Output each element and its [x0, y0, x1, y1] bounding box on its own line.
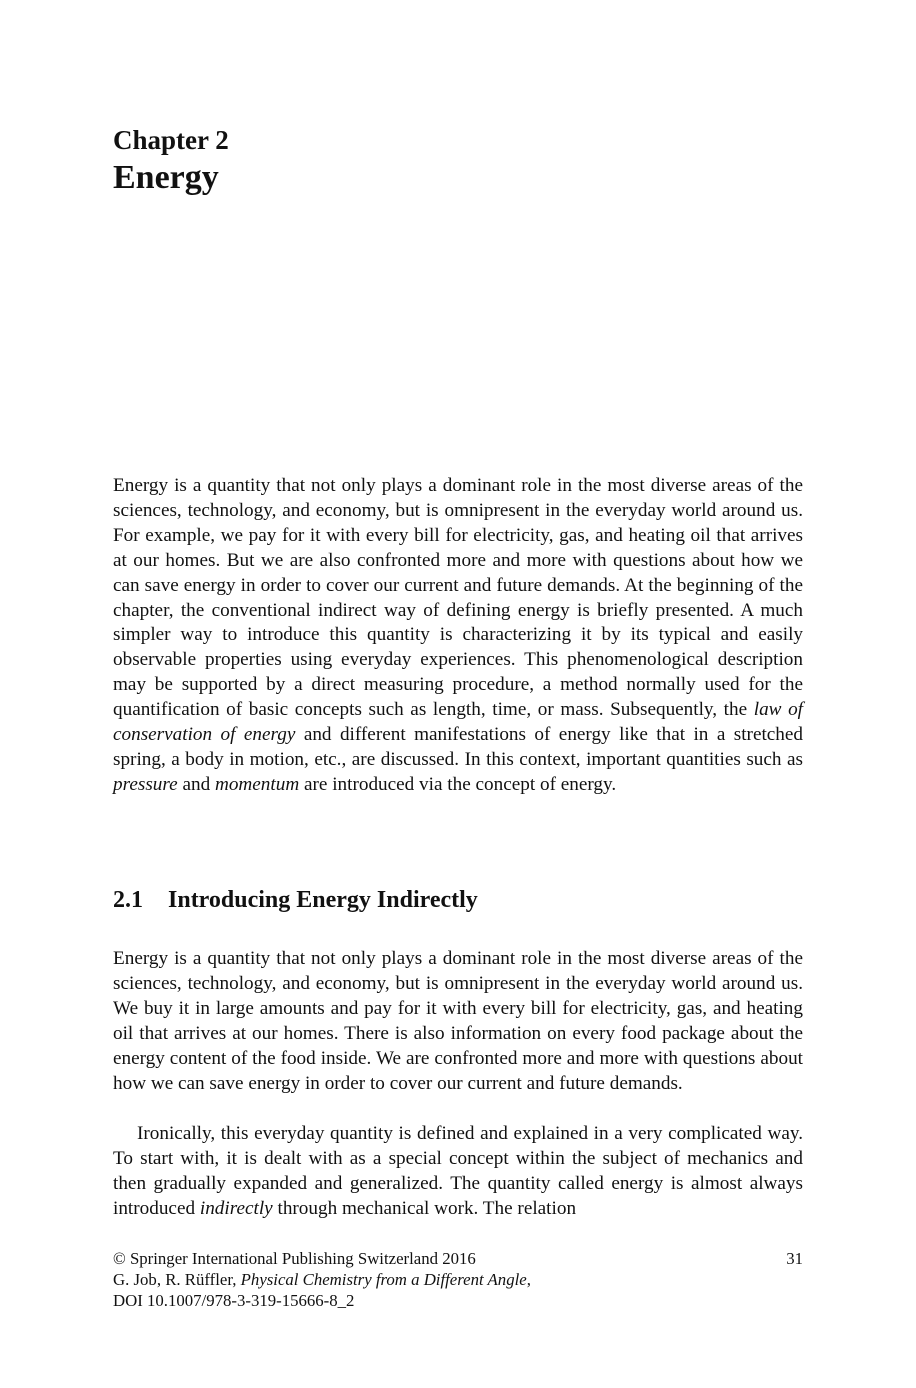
- abstract-emphasis-momentum: momentum: [214, 773, 300, 795]
- abstract-emphasis-pressure: pressure: [113, 773, 178, 795]
- abstract-emphasis-conservation: law of conservation of energy: [113, 699, 803, 746]
- section-heading: [113, 885, 478, 915]
- section-title: Introducing Energy Indirectly: [168, 887, 478, 913]
- chapter-abstract: [113, 474, 803, 798]
- abstract-text: and different manifestations of energy like that in a stretched spring, a body in motion, etc., are discussed. In this context, important quantities such as: [113, 724, 804, 770]
- abstract-text: Energy is a quantity that not only plays a dominant role in the most diverse areas of the sciences, technology, and economy, but is omnipresent in the everyday world around us. For example, we pay for it with every bill for electricity, gas, and heating oil that arrives at our homes. But we are also confronted more and more with questions about how we can save energy in order to cover our current and future demands. At the beginning of the chapter, the conventional indirect way of defining energy is briefly presented. A much simpler way to introduce this quantity is characterizing it by its typical and easily observable properties using everyday experiences. This phenomenological description may be supported by a direct measuring procedure, a method normally used for the quantification of basic concepts such as length, time, or mass. Subsequently, the: [113, 475, 803, 721]
- body-text: Ironically, this everyday quantity is defined and explained in a very complicated way. To start with, it is dealt with as a special concept within the subject of mechanics and then gradually expanded and generalized. The quantity called energy is almost always introduced: [113, 1123, 803, 1219]
- doi-line: DOI 10.1007/978-3-319-15666-8_2: [113, 1291, 355, 1310]
- abstract-text: are introduced via the concept of energy.: [299, 773, 617, 795]
- section-number: 2.1: [113, 887, 143, 913]
- copyright-line: © Springer International Publishing Switzerland 2016: [113, 1249, 476, 1268]
- chapter-title: Energy: [113, 159, 219, 196]
- chapter-label: Chapter 2: [113, 125, 229, 155]
- citation-book-title: Physical Chemistry from a Different Angle: [240, 1270, 527, 1289]
- body-paragraph: [113, 1122, 803, 1222]
- page-number: 31: [786, 1249, 803, 1268]
- abstract-text: and: [177, 773, 215, 795]
- page-footer: [113, 1248, 803, 1311]
- body-text: through mechanical work. The relation: [272, 1197, 577, 1219]
- citation-authors: G. Job, R. Rüffler,: [113, 1270, 241, 1289]
- citation-line: [113, 1269, 803, 1290]
- body-emphasis-indirectly: indirectly: [199, 1197, 273, 1219]
- body-paragraph: Energy is a quantity that not only plays a dominant role in the most diverse areas of the sciences, technology, and economy, but is omnipresent in the everyday world around us. We buy it in large amounts and pay for it with every bill for electricity, gas, and heating oil that arrives at our homes. There is also information on every food package about the energy content of the food inside. We are confronted more and more with questions about how we can save energy in order to cover our current and future demands.: [113, 948, 803, 1094]
- citation-punctuation: ,: [526, 1270, 531, 1289]
